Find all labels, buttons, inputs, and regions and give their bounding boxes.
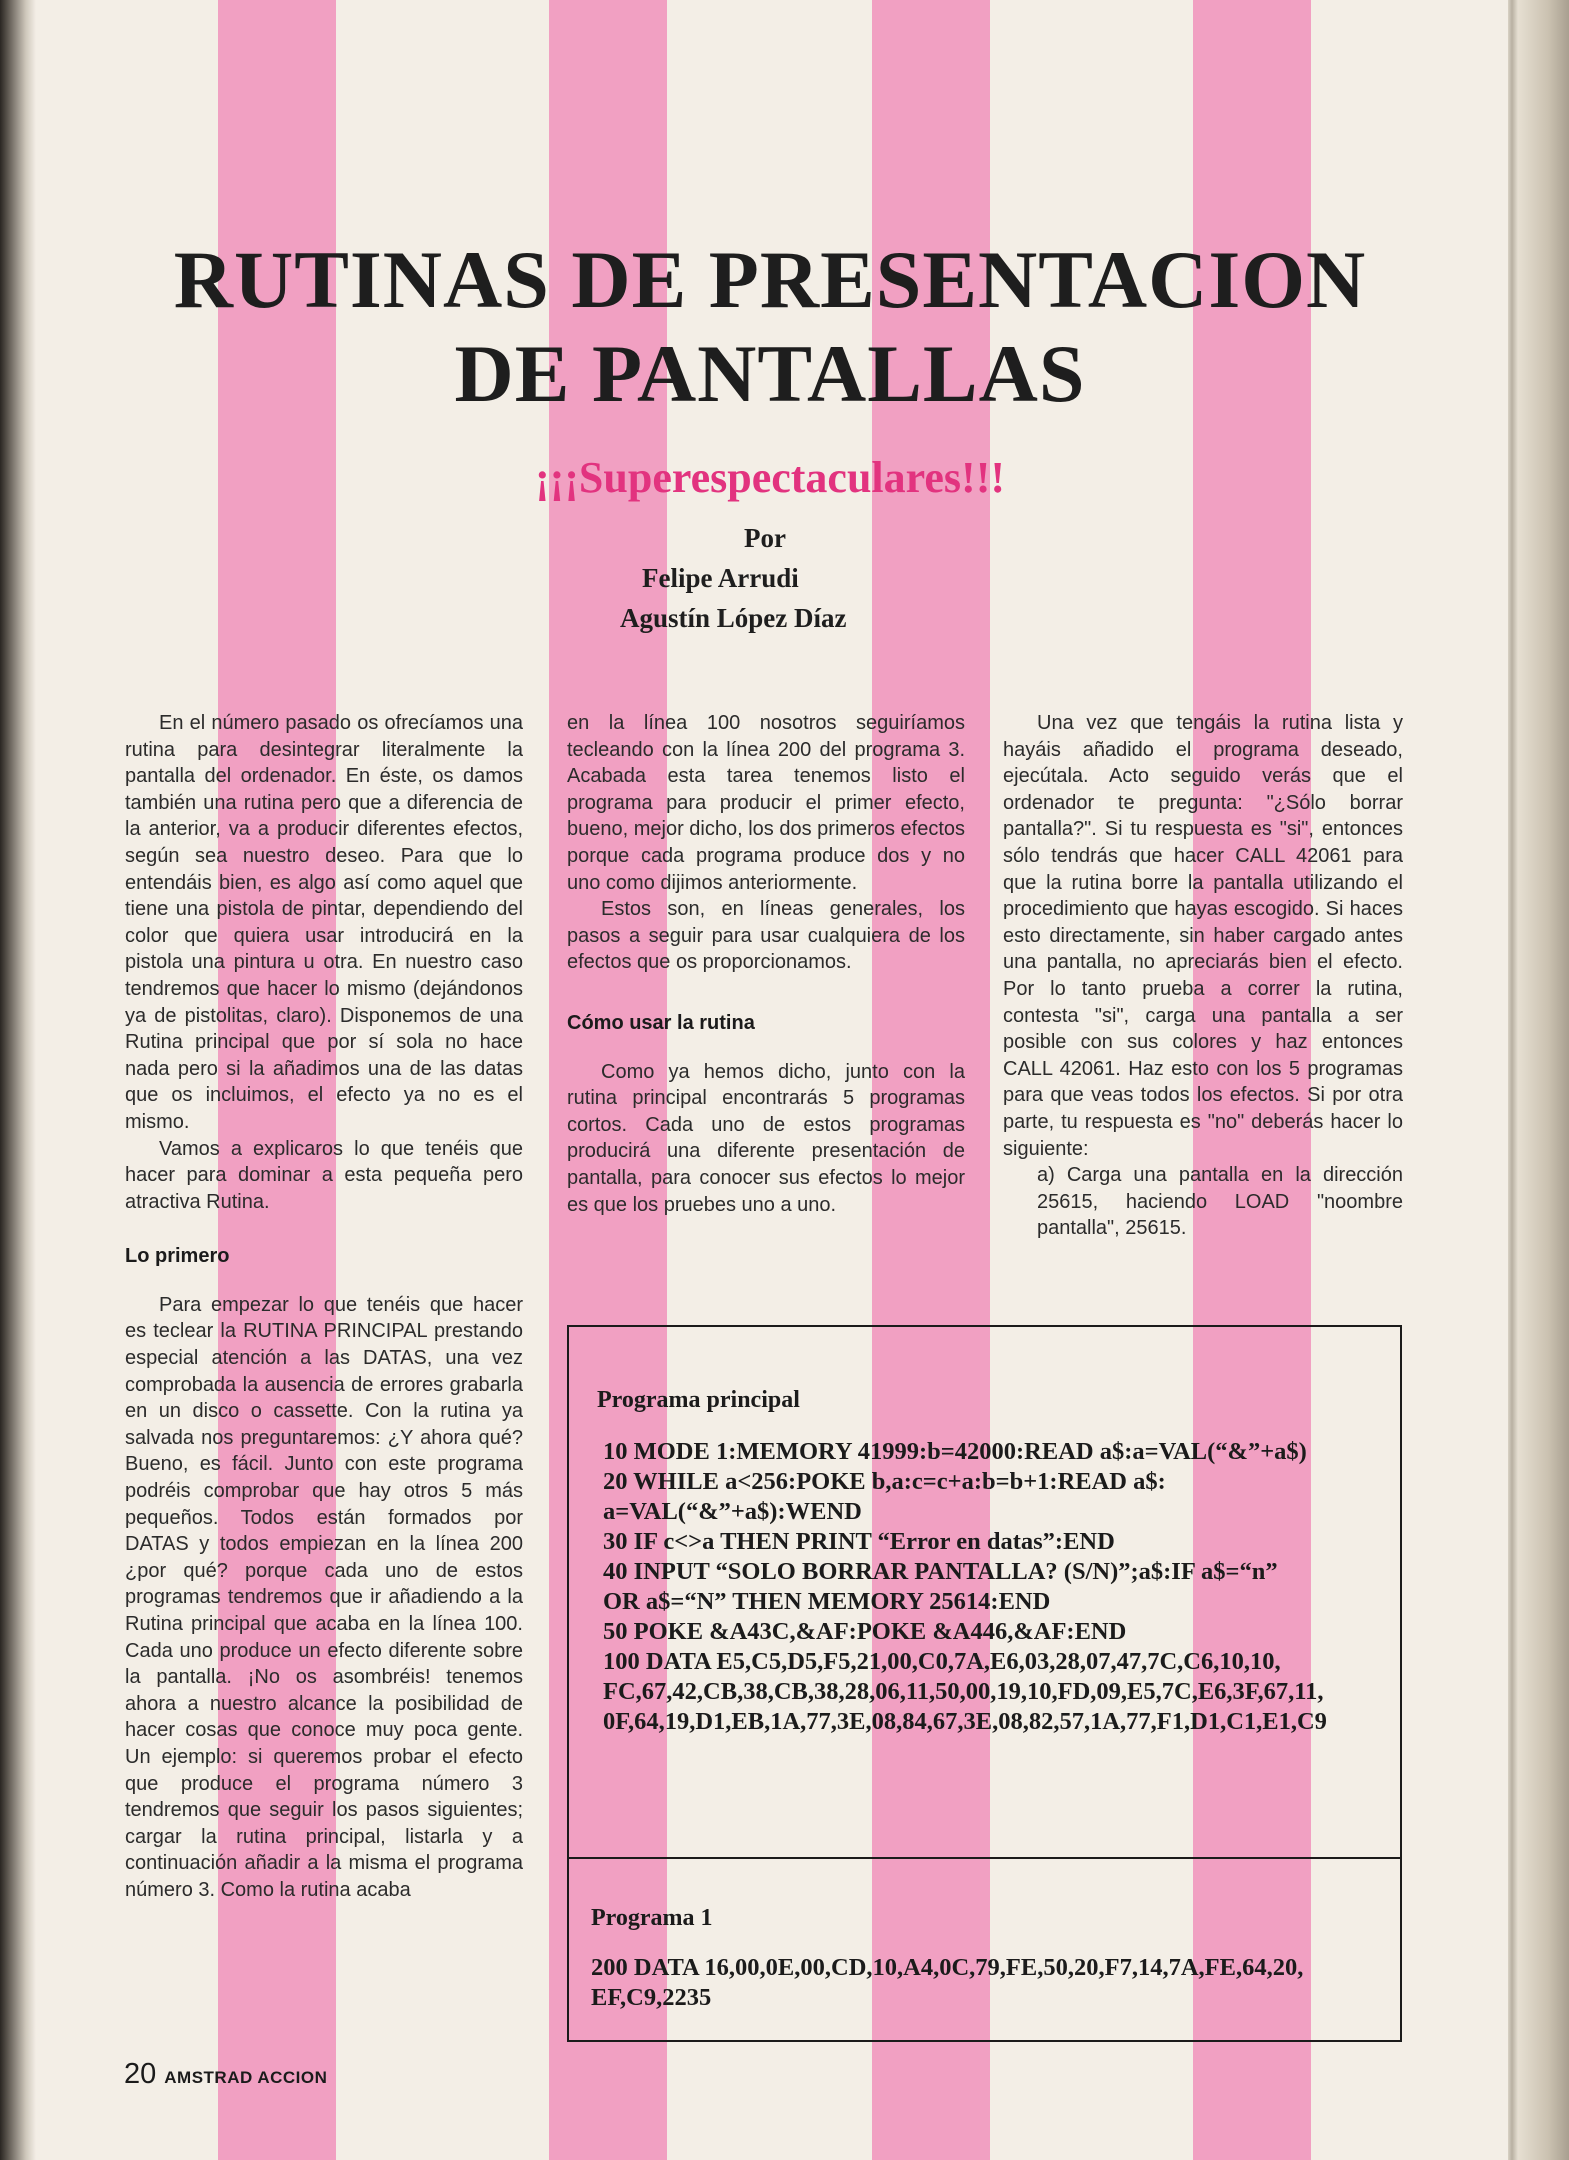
- code-line: 50 POKE &A43C,&AF:POKE &A446,&AF:END: [603, 1618, 1127, 1645]
- column-2: [567, 710, 965, 1218]
- article-subtitle: ¡¡¡Superespectaculares!!!: [534, 453, 1006, 502]
- code-line: 200 DATA 16,00,0E,00,CD,10,A4,0C,79,FE,50,20,F7,14,7A,FE,64,20,: [591, 1954, 1304, 1981]
- listing-main-code: [603, 1437, 1327, 1737]
- byline-by: Por: [744, 523, 786, 553]
- page-number: 20: [124, 2058, 157, 2090]
- code-line: 30 IF c<>a THEN PRINT “Error en datas”:END: [603, 1528, 1115, 1555]
- code-line: OR a$=“N” THEN MEMORY 25614:END: [603, 1588, 1051, 1615]
- code-line: 20 WHILE a<256:POKE b,a:c=c+a:b=b+1:READ a$:: [603, 1468, 1166, 1495]
- byline-author-2: Agustín López Díaz: [620, 603, 847, 633]
- paragraph: Vamos a explicaros lo que tenéis que hacer para dominar a esta pequeña pero atractiva Rutina.: [125, 1137, 523, 1213]
- paragraph: En el número pasado os ofrecíamos una rutina para desintegrar literalmente la pantalla del ordenador. En éste, os damos también una rutina pero que a diferencia de la anterior, va a producir diferentes efectos, según sea nuestro deseo. Para que lo entendáis bien, es algo así como aquel que tiene una pistola de pintar, dependiendo del color que quiera usar introducirá en la pistola una pintura u otra. En nuestro caso tendremos que hacer lo mismo (dejándonos ya de pistolitas, claro). Disponemos de una Rutina principal que por sí sola no hace nada pero si la añadimos una de las datas que os incluimos, el efecto ya no es el mismo.: [125, 712, 523, 1133]
- listing-1-heading: Programa 1: [591, 1905, 713, 1931]
- paragraph: en la línea 100 nosotros seguiríamos tecleando con la línea 200 del programa 3. Acabada esta tarea tenemos listo el programa para producir el primer efecto, bueno, mejor dicho, los dos primeros efectos porque cada programa produce dos y no uno como dijimos anteriormente.: [567, 712, 965, 894]
- code-listing-box: [567, 1325, 1402, 1859]
- code-listing-box-programa-1: [567, 1855, 1402, 2042]
- code-line: 0F,64,19,D1,EB,1A,77,3E,08,84,67,3E,08,82,57,1A,77,F1,D1,C1,E1,C9: [603, 1708, 1327, 1735]
- paragraph: Estos son, en líneas generales, los pasos a seguir para usar cualquiera de los efectos que os proporcionamos.: [567, 898, 965, 974]
- byline-author-1: Felipe Arrudi: [642, 563, 799, 593]
- magazine-name: AMSTRAD ACCION: [164, 2068, 328, 2087]
- code-line: FC,67,42,CB,38,CB,38,28,06,11,50,00,19,10,FD,09,E5,7C,E6,3F,67,11,: [603, 1678, 1324, 1705]
- article-title-line-1: RUTINAS DE PRESENTACION: [173, 234, 1367, 325]
- paragraph: Una vez que tengáis la rutina lista y hayáis añadido el programa deseado, ejecútala. Acto seguido verás que el ordenador te pregunta: "¿Sólo borrar pantalla?". Si tu respuesta es "si", entonces sólo tendrás que hacer CALL 42061 para que la rutina borre la pantalla utilizando el procedimiento que hayas escogido. Si haces esto directamente, sin haber cargado antes una pantalla, no apreciarás bien el efecto. Por lo tanto prueba a correr la rutina, contesta "si", carga una pantalla a ser posible con sus colores y haz entonces CALL 42061. Haz esto con los 5 programas para que veas todos los efectos. Si por otra parte, tu respuesta es "no" deberás hacer lo siguiente:: [1003, 712, 1403, 1160]
- column-1: [125, 710, 523, 1904]
- code-line: 40 INPUT “SOLO BORRAR PANTALLA? (S/N)”;a$:IF a$=“n”: [603, 1558, 1278, 1585]
- article-title-line-2: DE PANTALLAS: [454, 328, 1086, 419]
- page-footer: [124, 2058, 327, 2091]
- paragraph: Como ya hemos dicho, junto con la rutina principal encontrarás 5 programas cortos. Cada uno de estos programas producirá una diferente presentación de pantalla, para conocer sus efectos lo mejor es que los pruebes uno a uno.: [567, 1060, 965, 1216]
- listing-main-heading: Programa principal: [597, 1387, 800, 1413]
- paragraph: Para empezar lo que tenéis que hacer es teclear la RUTINA PRINCIPAL prestando especial atención a las DATAS, una vez comprobada la ausencia de errores grabarla en un disco o cassette. Con la rutina ya salvada nos preguntaremos: ¿Y ahora qué? Bueno, es fácil. Junto con este programa podréis comprobar que hay otros 5 más pequeños. Todos están formados por DATAS y todos empiezan en la línea 200 ¿por qué? porque cada uno de estos programas tendremos que ir añadiendo a la Rutina principal que acaba en la línea 100. Cada uno produce un efecto diferente sobre la pantalla. ¡No os asombréis! tenemos ahora a nuestro alcance la posibilidad de hacer cosas que conoce muy poca gente. Un ejemplo: si queremos probar el efecto que produce el programa número 3 tendremos que seguir los pasos siguientes; cargar la rutina principal, listarla y a continuación añadir a la misma el programa número 3. Como la rutina acaba: [125, 1293, 523, 1901]
- section-heading-como-usar: Cómo usar la rutina: [567, 1011, 755, 1034]
- column-3: [1003, 710, 1403, 1242]
- code-line: 10 MODE 1:MEMORY 41999:b=42000:READ a$:a=VAL(“&”+a$): [603, 1438, 1307, 1465]
- code-line: EF,C9,2235: [591, 1984, 712, 2011]
- code-line: a=VAL(“&”+a$):WEND: [603, 1498, 862, 1525]
- byline: [620, 518, 1000, 638]
- listing-1-code: [591, 1953, 1303, 2013]
- section-heading-lo-primero: Lo primero: [125, 1245, 230, 1268]
- step-a: a) Carga una pantalla en la dirección 25615, haciendo LOAD "noombre pantalla", 25615.: [1037, 1164, 1403, 1240]
- code-line: 100 DATA E5,C5,D5,F5,21,00,C0,7A,E6,03,28,07,47,7C,C6,10,10,: [603, 1648, 1281, 1675]
